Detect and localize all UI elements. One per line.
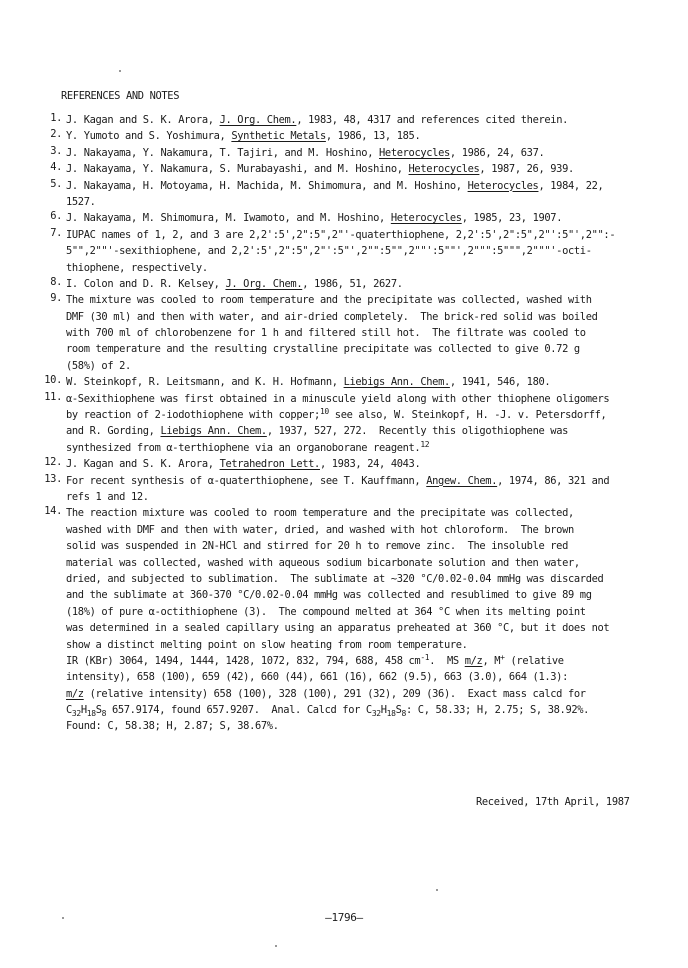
text-run: refs 1 and 12.	[66, 490, 149, 503]
underlined-text: Tetrahedron Lett.	[219, 458, 320, 471]
text-run: DMF (30 ml) and then with water, and air-dried completely. The brick-red solid was boiled	[66, 310, 598, 323]
reference-text	[66, 473, 640, 506]
reference-number: 1.	[50, 112, 62, 124]
reference-text	[66, 374, 640, 390]
text-run: H	[80, 704, 87, 717]
text-run: washed with DMF and then with water, dried, and washed with hot chloroform. The brown	[66, 523, 574, 536]
reference-item	[40, 112, 640, 128]
text-run: , 1985, 23, 1907.	[461, 212, 563, 225]
reference-number: 13.	[44, 472, 62, 485]
text-line	[66, 440, 640, 456]
text-line	[66, 555, 640, 571]
reference-text	[66, 128, 640, 144]
underlined-text: Liebigs Ann. Chem.	[160, 425, 267, 438]
text-run: solid was suspended in 2N-HCl and stirred for 20 h to remove zinc. The insoluble red	[66, 540, 568, 553]
underlined-text: Heterocycles	[408, 163, 480, 176]
reference-text	[66, 505, 640, 734]
text-line	[66, 686, 640, 702]
text-run: H	[380, 704, 387, 717]
text-run: The reaction mixture was cooled to room temperature and the precipitate was collected,	[66, 507, 574, 520]
text-line	[66, 604, 640, 620]
reference-text	[66, 391, 640, 457]
subscript: 8	[401, 709, 406, 719]
text-line	[66, 571, 640, 587]
text-run: , 1974, 86, 321 and	[497, 474, 610, 487]
text-line	[66, 145, 640, 161]
reference-item	[40, 505, 640, 734]
underlined-text: m/z	[464, 654, 483, 667]
section-heading: REFERENCES AND NOTES	[61, 90, 180, 102]
text-run: : C, 58.33; H, 2.75; S, 38.92%.	[405, 704, 590, 717]
reference-item	[40, 456, 640, 472]
text-run: room temperature and the resulting crystalline precipitate was collected to give 0.72 g	[66, 343, 580, 356]
text-run: . MS	[429, 654, 465, 667]
reference-text	[66, 178, 640, 211]
text-line	[66, 620, 640, 636]
text-run: show a distinct melting point on slow heating from room temperature.	[66, 638, 468, 651]
text-run: , 1937, 527, 272. Recently this oligothiophene was	[266, 425, 569, 438]
reference-item	[40, 227, 640, 276]
underlined-text: Liebigs Ann. Chem.	[343, 376, 450, 389]
text-line	[66, 341, 640, 357]
text-run: IUPAC names of 1, 2, and 3 are 2,2':5',2":5",2"'-quaterthiophene, 2,2':5',2":5",2"':5"',2"":-	[66, 228, 616, 241]
text-run: J. Nakayama, Y. Nakamura, T. Tajiri, and M. Hoshino,	[66, 146, 380, 159]
text-run: W. Steinkopf, R. Leitsmann, and K. H. Hofmann,	[66, 376, 344, 389]
text-run: , 1941, 546, 180.	[449, 376, 551, 389]
text-run: J. Kagan and S. K. Arora,	[66, 114, 220, 126]
text-line	[66, 538, 640, 554]
reference-item	[40, 145, 640, 161]
underlined-text: J. Org. Chem.	[225, 277, 303, 290]
subscript: 18	[386, 709, 396, 719]
reference-number: 7.	[50, 226, 62, 239]
text-line	[66, 358, 640, 374]
reference-text	[66, 227, 640, 276]
text-line	[66, 194, 640, 210]
underlined-text: Angew. Chem.	[426, 474, 498, 487]
text-run: For recent synthesis of α-quaterthiophene, see T. Kauffmann,	[66, 474, 427, 487]
text-run: was determined in a sealed capillary using an apparatus preheated at 360 °C, but it does not	[66, 622, 610, 635]
reference-number: 12.	[44, 456, 62, 469]
text-run: (18%) of pure α-octithiophene (3). The compound melted at 364 °C when its melting point	[66, 605, 586, 618]
text-line	[66, 309, 640, 325]
text-run: J. Nakayama, H. Motoyama, H. Machida, M. Shimomura, and M. Hoshino,	[66, 179, 468, 192]
text-run: I. Colon and D. R. Kelsey,	[66, 277, 226, 290]
text-run: , 1983, 48, 4317 and references cited therein.	[296, 114, 569, 126]
superscript: +	[500, 652, 505, 662]
text-run: by reaction of 2-iodothiophene with copper;	[66, 409, 320, 422]
text-run: intensity), 658 (100), 659 (42), 660 (44), 661 (16), 662 (9.5), 663 (3.0), 664 (1.3):	[66, 671, 568, 684]
text-run: see also, W. Steinkopf, H. -J. v. Petersdorff,	[328, 409, 607, 422]
text-run: 5"",2""'-sexithiophene, and 2,2':5',2":5",2"':5"',2"":5"",2""':5""',2""":5""",2"""'-octi-	[66, 245, 592, 258]
text-run: J. Nakayama, M. Shimomura, M. Iwamoto, and M. Hoshino,	[66, 212, 391, 225]
scan-speck	[119, 70, 121, 72]
reference-number: 10.	[44, 374, 62, 387]
text-run: , 1983, 24, 4043.	[319, 458, 421, 471]
text-run: α-Sexithiophene was first obtained in a minuscule yield along with other thiophene oligomers	[66, 392, 610, 405]
reference-number: 5.	[50, 177, 62, 190]
text-line	[66, 391, 640, 407]
text-run: , 1986, 51, 2627.	[302, 277, 403, 290]
text-run: S	[395, 704, 402, 717]
scan-speck	[62, 917, 64, 919]
text-line	[66, 374, 640, 390]
text-run: synthesized from α-terthiophene via an organoborane reagent.	[66, 441, 421, 454]
text-run: 657.9174, found 657.9207. Anal. Calcd for C	[106, 704, 372, 717]
reference-text	[66, 112, 640, 128]
text-line	[66, 407, 640, 423]
reference-number: 8.	[50, 275, 62, 288]
reference-item	[40, 128, 640, 144]
text-line	[66, 505, 640, 521]
reference-text	[66, 210, 640, 226]
text-line	[66, 587, 640, 603]
text-line	[66, 653, 640, 669]
text-run: J. Nakayama, Y. Nakamura, S. Murabayashi, and M. Hoshino,	[66, 163, 409, 176]
reference-item	[40, 210, 640, 226]
text-run: , 1987, 26, 939.	[479, 163, 574, 176]
text-run: Found: C, 58.38; H, 2.87; S, 38.67%.	[66, 720, 279, 733]
text-line	[66, 161, 640, 177]
text-run: and the sublimate at 360-370 °C/0.02-0.04 mmHg was collected and resublimed to give 89 mg	[66, 589, 592, 602]
reference-item	[40, 161, 640, 177]
underlined-text: J. Org. Chem.	[219, 114, 297, 126]
text-run: S	[95, 704, 102, 717]
text-line	[66, 178, 640, 194]
text-run: with 700 ml of chlorobenzene for 1 h and filtered still hot. The filtrate was cooled to	[66, 327, 586, 340]
text-run: (relative	[504, 654, 564, 667]
text-line	[66, 637, 640, 653]
reference-number: 9.	[50, 292, 62, 305]
text-line	[66, 227, 640, 243]
received-date: Received, 17th April, 1987	[476, 796, 630, 808]
text-line	[66, 456, 640, 472]
subscript: 32	[71, 709, 81, 719]
subscript: 8	[101, 709, 107, 719]
text-run: dried, and subjected to sublimation. The sublimate at ~320 °C/0.02-0.04 mmHg was discarded	[66, 572, 604, 585]
text-run: IR (KBr) 3064, 1494, 1444, 1428, 1072, 832, 794, 688, 458 cm	[66, 654, 421, 667]
underlined-text: Synthetic Metals	[231, 130, 326, 143]
reference-text	[66, 161, 640, 177]
text-line	[66, 702, 640, 718]
text-line	[66, 489, 640, 505]
reference-number: 6.	[50, 210, 62, 223]
reference-number: 14.	[44, 505, 62, 518]
superscript: -1	[420, 652, 430, 662]
text-line	[66, 718, 640, 734]
underlined-text: Heterocycles	[379, 146, 450, 159]
text-line	[66, 210, 640, 226]
text-line	[66, 473, 640, 489]
text-run: material was collected, washed with aqueous sodium bicarbonate solution and then water,	[66, 556, 580, 569]
subscript: 32	[371, 709, 381, 719]
scan-speck	[275, 945, 277, 947]
subscript: 18	[86, 709, 96, 719]
text-run: 1527.	[66, 195, 96, 208]
text-line	[66, 276, 640, 292]
reference-item	[40, 374, 640, 390]
text-line	[66, 260, 640, 276]
text-run: and R. Gording,	[66, 425, 161, 438]
reference-item	[40, 473, 640, 506]
reference-number: 3.	[50, 144, 62, 157]
text-run: thiophene, respectively.	[66, 261, 208, 274]
reference-text	[66, 456, 640, 472]
reference-number: 11.	[44, 390, 62, 403]
text-run: The mixture was cooled to room temperature and the precipitate was collected, washed with	[66, 294, 592, 307]
text-run: , M	[482, 654, 501, 667]
superscript: 12	[420, 439, 430, 449]
text-run: , 1986, 24, 637.	[449, 146, 545, 159]
underlined-text: m/z	[66, 687, 84, 700]
reference-text	[66, 276, 640, 292]
scan-speck	[436, 889, 438, 891]
references-list	[40, 112, 640, 735]
reference-text	[66, 292, 640, 374]
text-line	[66, 243, 640, 259]
text-run: (58%) of 2.	[66, 359, 131, 372]
reference-number: 2.	[50, 128, 62, 141]
text-run: (relative intensity) 658 (100), 328 (100), 291 (32), 209 (36). Exact mass calcd for	[83, 687, 586, 700]
text-run: , 1986, 13, 185.	[325, 130, 421, 143]
reference-item	[40, 276, 640, 292]
text-run: , 1984, 22,	[538, 179, 604, 192]
text-line	[66, 325, 640, 341]
reference-text	[66, 145, 640, 161]
reference-item	[40, 391, 640, 457]
underlined-text: Heterocycles	[467, 179, 539, 192]
text-line	[66, 112, 640, 128]
text-run: C	[66, 704, 72, 717]
text-line	[66, 522, 640, 538]
text-run: Y. Yumoto and S. Yoshimura,	[66, 130, 232, 143]
superscript: 10	[319, 407, 329, 417]
reference-item	[40, 292, 640, 374]
reference-item	[40, 178, 640, 211]
text-run: J. Kagan and S. K. Arora,	[66, 458, 220, 471]
page-number: —1796—	[325, 911, 363, 924]
text-line	[66, 423, 640, 439]
text-line	[66, 669, 640, 685]
underlined-text: Heterocycles	[390, 212, 462, 225]
reference-number: 4.	[50, 161, 62, 174]
text-line	[66, 128, 640, 144]
text-line	[66, 292, 640, 308]
